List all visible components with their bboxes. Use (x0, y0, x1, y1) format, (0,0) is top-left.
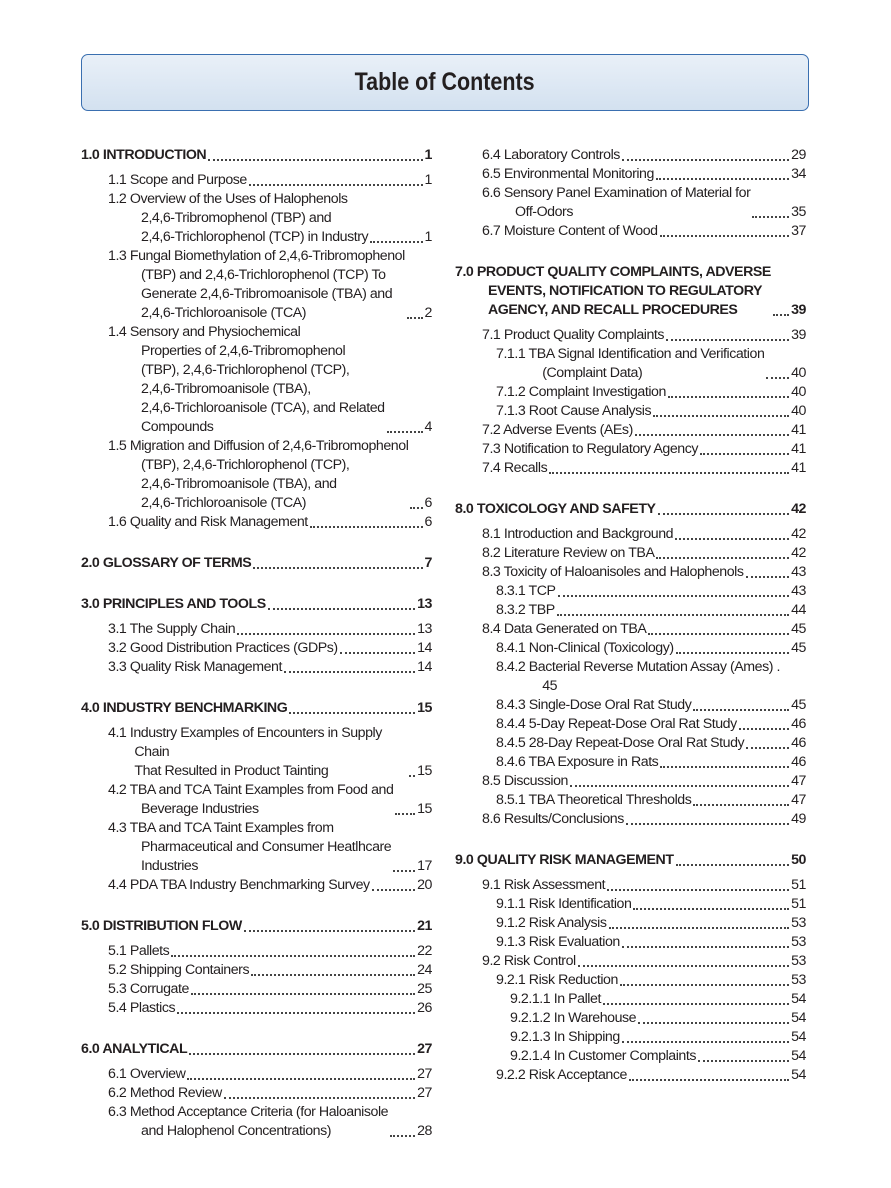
toc-entry-label: 4.2 TBA and TCA Taint Examples from Food and Beverage Industries (108, 782, 394, 817)
toc-entry-s5-3[interactable] (108, 980, 432, 999)
toc-leader-dots (693, 804, 789, 806)
toc-leader-dots (620, 984, 789, 986)
toc-entry-s1-2[interactable] (108, 190, 432, 247)
toc-leader-dots (658, 513, 790, 515)
toc-entry-s9-2-2[interactable] (496, 1066, 806, 1085)
toc-entry-page: 41 (791, 422, 806, 438)
toc-entry-page: 46 (791, 735, 806, 751)
toc-entry-s5-1[interactable] (108, 942, 432, 961)
toc-entry-s8-2[interactable] (482, 544, 806, 563)
toc-entry-s6-1[interactable] (108, 1065, 432, 1084)
toc-entry-label: 9.2.1 Risk Reduction (496, 972, 618, 988)
toc-entry-page: 54 (791, 1067, 806, 1083)
toc-entry-label: 8.0 TOXICOLOGY AND SAFETY (455, 501, 656, 517)
toc-entry-page: 27 (417, 1066, 432, 1082)
toc-left-column (81, 146, 432, 1141)
toc-entry-s4-4[interactable] (108, 876, 432, 895)
toc-entry-label: 9.1.1 Risk Identification (496, 896, 632, 912)
toc-entry-page: 47 (791, 773, 806, 789)
toc-entry-label: 9.0 QUALITY RISK MANAGEMENT (455, 852, 674, 868)
toc-entry-page: 1 (424, 172, 432, 188)
toc-entry-label: 1.2 Overview of the Uses of Halophenols 2,4,6-Tribromophenol (TBP) and 2,4,6-Trichlorophenol (TCP) in Industry (108, 191, 369, 245)
toc-entry-s8-4-1[interactable] (496, 639, 806, 658)
toc-entry-page: 45 (791, 640, 806, 656)
toc-entry-page: 51 (791, 896, 806, 912)
toc-entry-s8-4-4[interactable] (496, 715, 806, 734)
toc-entry-s9-1[interactable] (482, 876, 806, 895)
toc-leader-dots (177, 1012, 415, 1014)
toc-entry-s7-3[interactable] (482, 440, 806, 459)
toc-entry-s8-4-2[interactable] (496, 658, 806, 696)
toc-entry-s6-7[interactable] (482, 222, 806, 241)
toc-entry-page: 51 (791, 877, 806, 893)
toc-entry-page: 24 (417, 962, 432, 978)
toc-entry-s6-3[interactable] (108, 1103, 432, 1141)
toc-entry-s7-4[interactable] (482, 459, 806, 478)
toc-entry-page: 27 (417, 1085, 432, 1101)
toc-entry-label: 2.0 GLOSSARY OF TERMS (81, 555, 252, 571)
toc-entry-s1-5[interactable] (108, 437, 432, 513)
toc-leader-dots (746, 747, 789, 749)
toc-entry-label: 4.3 TBA and TCA Taint Examples from Pharmaceutical and Consumer Heatlhcare Industries (108, 820, 392, 874)
toc-entry-label: 3.3 Quality Risk Management (108, 659, 282, 675)
toc-leader-dots (251, 974, 415, 976)
toc-entry-s9-2-1-2[interactable] (510, 1009, 806, 1028)
toc-leader-dots (622, 1041, 789, 1043)
toc-leader-dots (700, 453, 789, 455)
toc-entry-page: 45 (791, 621, 806, 637)
toc-entry-label: 8.3 Toxicity of Haloanisoles and Halophenols (482, 564, 744, 580)
toc-entry-label: 8.4.3 Single-Dose Oral Rat Study (496, 697, 692, 713)
toc-leader-dots (609, 927, 790, 929)
toc-entry-page: 40 (791, 384, 806, 400)
toc-entry-page: 15 (417, 763, 432, 779)
toc-entry-s6-6[interactable] (482, 184, 806, 222)
toc-entry-page: 15 (417, 801, 432, 817)
toc-leader-dots (660, 766, 789, 768)
toc-leader-dots (622, 159, 789, 161)
toc-entry-s5-2[interactable] (108, 961, 432, 980)
toc-entry-s9-1-2[interactable] (496, 914, 806, 933)
toc-leader-dots (253, 567, 422, 569)
toc-leader-dots (629, 1079, 789, 1081)
toc-entry-page: 6 (424, 514, 432, 530)
toc-leader-dots (289, 712, 415, 714)
toc-entry-s5-4[interactable] (108, 999, 432, 1018)
toc-entry-page: 35 (791, 204, 806, 220)
toc-entry-page: 34 (791, 166, 806, 182)
toc-leader-dots (766, 377, 789, 379)
toc-entry-label: 7.1.3 Root Cause Analysis (496, 403, 652, 419)
toc-leader-dots (410, 507, 422, 509)
toc-entry-label: 1.6 Quality and Risk Management (108, 514, 308, 530)
toc-entry-s9-1-3[interactable] (496, 933, 806, 952)
toc-entry-s8-6[interactable] (482, 810, 806, 829)
toc-entry-label: 6.5 Environmental Monitoring (482, 166, 654, 182)
toc-entry-label: 7.1.2 Complaint Investigation (496, 384, 666, 400)
toc-entry-label: 6.6 Sensory Panel Examination of Material for Off-Odors (482, 185, 751, 220)
toc-entry-s8-5-1[interactable] (496, 791, 806, 810)
toc-entry-page: 4 (424, 419, 432, 435)
toc-entry-page: 22 (417, 943, 432, 959)
toc-entry-s2[interactable] (81, 554, 432, 573)
toc-entry-label: 6.0 ANALYTICAL (81, 1041, 188, 1057)
toc-leader-dots (557, 614, 789, 616)
toc-entry-label: 7.1.1 TBA Signal Identification and Verification (Complaint Data) (496, 346, 765, 381)
toc-entry-label: 7.0 PRODUCT QUALITY COMPLAINTS, ADVERSE EVENTS, NOTIFICATION TO REGULATORY AGENCY, AND RECALL PROCEDURES (455, 264, 771, 318)
toc-entry-label: 3.2 Good Distribution Practices (GDPs) (108, 640, 338, 656)
toc-entry-label: 6.2 Method Review (108, 1085, 222, 1101)
toc-entry-label: 9.2.1.2 In Warehouse (510, 1010, 637, 1026)
toc-entry-label: 5.3 Corrugate (108, 981, 189, 997)
toc-entry-page: 26 (417, 1000, 432, 1016)
toc-entry-s1-1[interactable] (108, 171, 432, 190)
toc-entry-page: 41 (791, 441, 806, 457)
toc-entry-label: 1.0 INTRODUCTION (81, 147, 207, 163)
toc-entry-label: 3.1 The Supply Chain (108, 621, 236, 637)
toc-entry-label: 5.0 DISTRIBUTION FLOW (81, 918, 242, 934)
toc-entry-page: 14 (417, 640, 432, 656)
toc-leader-dots (390, 1135, 415, 1137)
toc-entry-page: 1 (424, 229, 432, 245)
toc-entry-label: 6.1 Overview (108, 1066, 186, 1082)
toc-entry-label: 4.1 Industry Examples of Encounters in Supply Chain That Resulted in Product Tainting (108, 725, 382, 779)
toc-entry-label: 9.2.1.3 In Shipping (510, 1029, 620, 1045)
toc-entry-s9-2[interactable] (482, 952, 806, 971)
toc-entry-s9-1-1[interactable] (496, 895, 806, 914)
toc-leader-dots (603, 1003, 789, 1005)
toc-entry-page: 13 (417, 621, 432, 637)
toc-entry-label: 9.1 Risk Assessment (482, 877, 606, 893)
toc-leader-dots (739, 728, 789, 730)
toc-entry-label: 9.2.2 Risk Acceptance (496, 1067, 627, 1083)
toc-entry-page: 37 (791, 223, 806, 239)
toc-entry-s4-2[interactable] (108, 781, 432, 819)
toc-entry-page: 53 (791, 915, 806, 931)
toc-leader-dots (633, 908, 789, 910)
toc-leader-dots (773, 314, 789, 316)
toc-leader-dots (676, 864, 790, 866)
toc-leader-dots (675, 538, 789, 540)
toc-entry-label: 8.5.1 TBA Theoretical Thresholds (496, 792, 692, 808)
toc-entry-page: 2 (424, 305, 432, 321)
toc-leader-dots (660, 235, 789, 237)
toc-entry-label: 7.2 Adverse Events (AEs) (482, 422, 633, 438)
toc-entry-s9-2-1-1[interactable] (510, 990, 806, 1009)
toc-leader-dots (668, 396, 789, 398)
toc-entry-label: 6.4 Laboratory Controls (482, 147, 620, 163)
toc-leader-dots (622, 946, 789, 948)
toc-entry-page: 49 (791, 811, 806, 827)
toc-entry-page: 53 (791, 934, 806, 950)
toc-leader-dots (409, 775, 415, 777)
page-title: Table of Contents (355, 68, 535, 96)
toc-leader-dots (395, 813, 415, 815)
toc-leader-dots (237, 633, 415, 635)
toc-entry-s9-2-1-3[interactable] (510, 1028, 806, 1047)
toc-entry-s7-1[interactable] (482, 326, 806, 345)
toc-entry-s7[interactable] (455, 263, 806, 320)
toc-title-banner (81, 54, 809, 111)
toc-leader-dots (310, 526, 423, 528)
toc-entry-page: 46 (791, 754, 806, 770)
toc-entry-label: 9.2.1.1 In Pallet (510, 991, 601, 1007)
toc-entry-label: 8.4.1 Non-Clinical (Toxicology) (496, 640, 674, 656)
toc-entry-page: 17 (417, 858, 432, 874)
toc-leader-dots (370, 241, 422, 243)
toc-entry-s1-3[interactable] (108, 247, 432, 323)
toc-entry-page: 45 (791, 697, 806, 713)
toc-entry-page: 54 (791, 1010, 806, 1026)
toc-entry-s6-2[interactable] (108, 1084, 432, 1103)
toc-entry-page: 53 (791, 953, 806, 969)
toc-leader-dots (656, 178, 789, 180)
toc-leader-dots (693, 709, 789, 711)
toc-entry-page: 20 (417, 877, 432, 893)
toc-leader-dots (746, 576, 790, 578)
toc-entry-page: 39 (791, 302, 806, 318)
toc-entry-label: 9.2.1.4 In Customer Complaints (510, 1048, 697, 1064)
toc-leader-dots (171, 955, 415, 957)
toc-entry-label: 1.5 Migration and Diffusion of 2,4,6-Tribromophenol (TBP), 2,4,6-Trichlorophenol (TCP), 2,4,6-Tribromoanisole (TBA), and 2,4,6-Trichloroanisole (TCA) (108, 438, 409, 511)
toc-entry-s7-2[interactable] (482, 421, 806, 440)
toc-entry-s8-3-2[interactable] (496, 601, 806, 620)
toc-entry-label: 8.4.2 Bacterial Reverse Mutation Assay (Ames) . 45 (496, 659, 781, 694)
toc-leader-dots (635, 434, 789, 436)
toc-entry-label: 8.2 Literature Review on TBA (482, 545, 655, 561)
toc-entry-label: 7.4 Recalls (482, 460, 548, 476)
toc-entry-label: 9.2 Risk Control (482, 953, 576, 969)
toc-entry-s8-4-6[interactable] (496, 753, 806, 772)
toc-right-column (455, 146, 806, 1085)
toc-entry-s7-1-1[interactable] (496, 345, 806, 383)
toc-leader-dots (653, 415, 789, 417)
toc-entry-s3-3[interactable] (108, 658, 432, 677)
toc-entry-page: 6 (424, 495, 432, 511)
toc-entry-s8-4-5[interactable] (496, 734, 806, 753)
toc-leader-dots (676, 652, 789, 654)
toc-entry-s9-2-1[interactable] (496, 971, 806, 990)
toc-entry-page: 47 (791, 792, 806, 808)
toc-leader-dots (189, 1053, 415, 1055)
toc-entry-label: 1.4 Sensory and Physiochemical Properties of 2,4,6-Tribromophenol (TBP), 2,4,6-Trichlorophenol (TCP), 2,4,6-Tribromoanisole (TBA), 2,4,6-Trichloroanisole (TCA), and Related Compounds (108, 324, 385, 435)
toc-leader-dots (666, 339, 789, 341)
toc-entry-label: 6.7 Moisture Content of Wood (482, 223, 658, 239)
toc-entry-s5[interactable] (81, 917, 432, 936)
toc-leader-dots (224, 1097, 415, 1099)
toc-leader-dots (558, 595, 790, 597)
toc-entry-label: 9.1.2 Risk Analysis (496, 915, 607, 931)
toc-leader-dots (191, 993, 415, 995)
toc-entry-label: 7.1 Product Quality Complaints (482, 327, 665, 343)
toc-entry-s1-6[interactable] (108, 513, 432, 532)
toc-leader-dots (244, 930, 415, 932)
toc-leader-dots (187, 1078, 415, 1080)
toc-entry-label: 3.0 PRINCIPLES AND TOOLS (81, 596, 266, 612)
toc-entry-label: 5.4 Plastics (108, 1000, 176, 1016)
toc-entry-label: 8.1 Introduction and Background (482, 526, 674, 542)
toc-entry-page: 42 (791, 545, 806, 561)
toc-entry-s8-1[interactable] (482, 525, 806, 544)
toc-entry-page: 44 (791, 602, 806, 618)
toc-leader-dots (393, 870, 415, 872)
toc-leader-dots (607, 889, 789, 891)
toc-entry-s8[interactable] (455, 500, 806, 519)
toc-entry-s8-5[interactable] (482, 772, 806, 791)
toc-entry-page: 41 (791, 460, 806, 476)
toc-entry-page: 50 (791, 852, 806, 868)
toc-entry-s6[interactable] (81, 1040, 432, 1059)
toc-entry-s8-3-1[interactable] (496, 582, 806, 601)
toc-entry-page: 54 (791, 1048, 806, 1064)
toc-leader-dots (387, 431, 423, 433)
toc-entry-s1-4[interactable] (108, 323, 432, 437)
toc-leader-dots (578, 965, 789, 967)
toc-entry-s8-4[interactable] (482, 620, 806, 639)
toc-entry-page: 15 (417, 700, 432, 716)
toc-entry-s6-4[interactable] (482, 146, 806, 165)
toc-entry-s4-3[interactable] (108, 819, 432, 876)
toc-entry-label: 8.4.4 5-Day Repeat-Dose Oral Rat Study (496, 716, 737, 732)
toc-entry-page: 43 (791, 564, 806, 580)
toc-entry-page: 54 (791, 991, 806, 1007)
toc-entry-label: 8.3.1 TCP (496, 583, 556, 599)
toc-leader-dots (549, 472, 789, 474)
toc-leader-dots (752, 216, 789, 218)
toc-entry-page: 28 (417, 1123, 432, 1139)
toc-entry-label: 1.1 Scope and Purpose (108, 172, 247, 188)
toc-entry-page: 40 (791, 365, 806, 381)
toc-leader-dots (249, 184, 423, 186)
toc-entry-s3[interactable] (81, 595, 432, 614)
toc-entry-page: 54 (791, 1029, 806, 1045)
toc-leader-dots (638, 1022, 789, 1024)
toc-entry-s8-4-3[interactable] (496, 696, 806, 715)
toc-entry-page: 29 (791, 147, 806, 163)
toc-entry-page: 27 (417, 1041, 432, 1057)
toc-leader-dots (284, 671, 415, 673)
toc-leader-dots (626, 823, 789, 825)
toc-leader-dots (656, 557, 789, 559)
toc-entry-label: 1.3 Fungal Biomethylation of 2,4,6-Tribromophenol (TBP) and 2,4,6-Trichlorophenol (TCP) To Generate 2,4,6-Tribromoanisole (TBA) and 2,4,6-Trichloroanisole (TCA) (108, 248, 405, 321)
toc-entry-page: 13 (417, 596, 432, 612)
toc-entry-s9-2-1-4[interactable] (510, 1047, 806, 1066)
toc-entry-page: 42 (791, 501, 806, 517)
toc-entry-label: 8.4 Data Generated on TBA (482, 621, 647, 637)
toc-entry-label: 8.4.6 TBA Exposure in Rats (496, 754, 659, 770)
toc-entry-page: 42 (791, 526, 806, 542)
toc-entry-page: 14 (417, 659, 432, 675)
toc-leader-dots (340, 652, 415, 654)
toc-entry-label: 8.3.2 TBP (496, 602, 555, 618)
toc-entry-label: 8.6 Results/Conclusions (482, 811, 624, 827)
toc-leader-dots (698, 1060, 789, 1062)
toc-leader-dots (570, 785, 789, 787)
toc-entry-page: 53 (791, 972, 806, 988)
toc-entry-s7-1-3[interactable] (496, 402, 806, 421)
toc-entry-page: 25 (417, 981, 432, 997)
toc-entry-label: 5.2 Shipping Containers (108, 962, 250, 978)
toc-entry-label: 5.1 Pallets (108, 943, 170, 959)
toc-leader-dots (372, 889, 415, 891)
toc-entry-page: 7 (424, 555, 432, 571)
toc-leader-dots (268, 608, 415, 610)
toc-entry-label: 4.0 INDUSTRY BENCHMARKING (81, 700, 288, 716)
toc-entry-label: 8.4.5 28-Day Repeat-Dose Oral Rat Study (496, 735, 745, 751)
toc-entry-s3-2[interactable] (108, 639, 432, 658)
toc-entry-label: 6.3 Method Acceptance Criteria (for Haloanisole and Halophenol Concentrations) (108, 1104, 389, 1139)
toc-leader-dots (648, 633, 789, 635)
toc-entry-page: 21 (417, 918, 432, 934)
toc-entry-page: 46 (791, 716, 806, 732)
toc-entry-page: 40 (791, 403, 806, 419)
toc-entry-page: 43 (791, 583, 806, 599)
toc-entry-s6-5[interactable] (482, 165, 806, 184)
toc-entry-page: 39 (791, 327, 806, 343)
toc-entry-s4[interactable] (81, 699, 432, 718)
toc-entry-page: 1 (424, 147, 432, 163)
toc-entry-s8-3[interactable] (482, 563, 806, 582)
toc-entry-s4-1[interactable] (108, 724, 432, 781)
toc-entry-s3-1[interactable] (108, 620, 432, 639)
toc-entry-label: 7.3 Notification to Regulatory Agency (482, 441, 699, 457)
toc-leader-dots (407, 317, 423, 319)
toc-entry-s9[interactable] (455, 851, 806, 870)
toc-entry-s1[interactable] (81, 146, 432, 165)
toc-entry-label: 9.1.3 Risk Evaluation (496, 934, 620, 950)
toc-entry-s7-1-2[interactable] (496, 383, 806, 402)
toc-entry-label: 4.4 PDA TBA Industry Benchmarking Survey (108, 877, 370, 893)
toc-entry-label: 8.5 Discussion (482, 773, 568, 789)
toc-leader-dots (208, 159, 422, 161)
